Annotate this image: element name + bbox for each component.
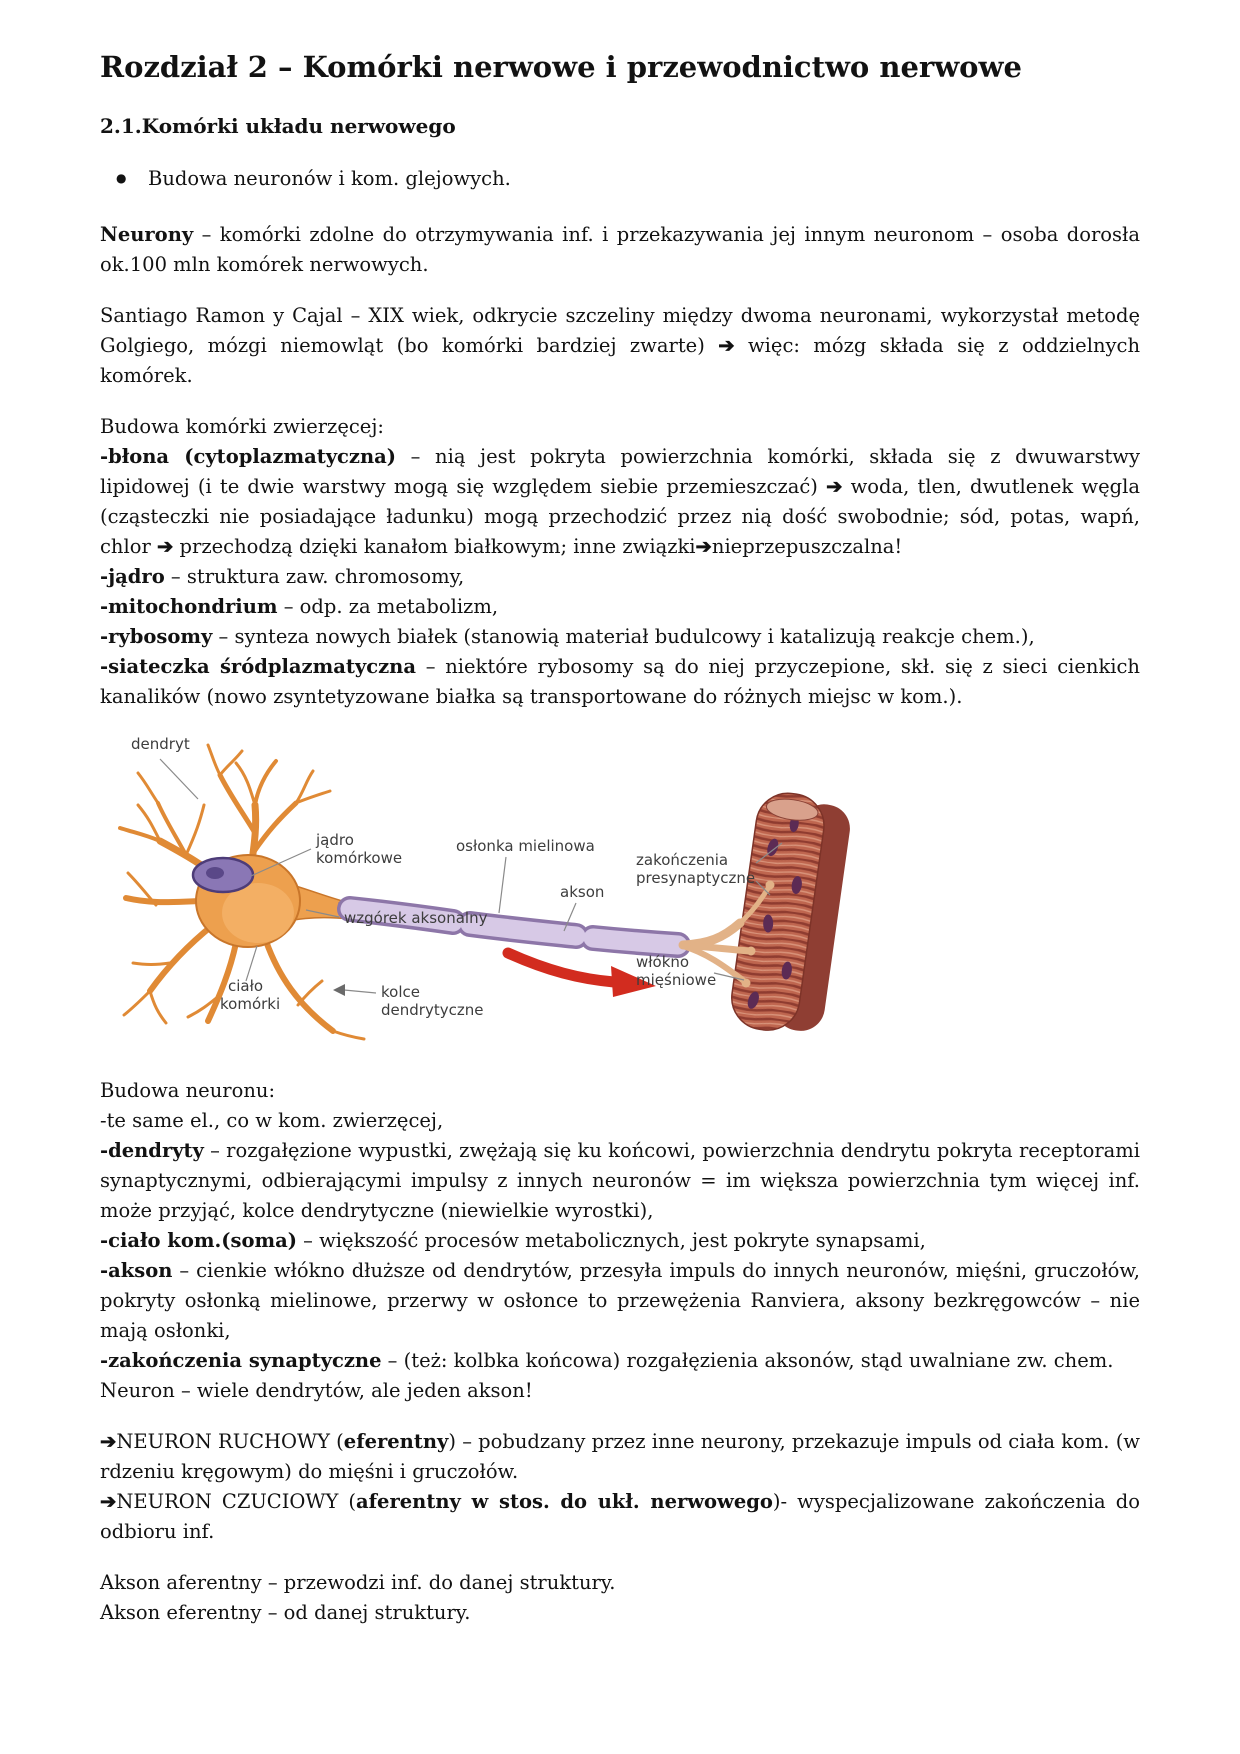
soma-pointer-line — [246, 946, 257, 981]
neuron-diagram-figure — [108, 733, 1140, 1052]
chapter-title: Rozdział 2 – Komórki nerwowe i przewodnictwo nerwowe — [100, 50, 1022, 84]
text-run: – synteza nowych białek (stanowią materiał budulcowy i katalizują reakcje chem.), — [212, 625, 1035, 648]
cell-structure-block — [100, 412, 1140, 712]
text-run: Budowa komórki zwierzęcej: — [100, 415, 384, 438]
text-run: Budowa neuronu: — [100, 1079, 276, 1102]
text-line — [100, 562, 1140, 592]
text-line — [100, 592, 1140, 622]
text-run: woda, tlen, dwutlenek węgla (cząsteczki nie posiadające ładunku) mogą przechodzić przez nią dość swobodnie; sód, potas, wapń, chlor — [100, 475, 1140, 558]
section-heading: 2.1.Komórki układu nerwowego — [100, 114, 456, 138]
label-terminals-line2: presynaptyczne — [636, 869, 756, 887]
paragraph-neurons-definition — [100, 220, 1140, 280]
label-myelin: osłonka mielinowa — [456, 837, 595, 855]
dendrite-pointer-line — [160, 759, 198, 799]
text-run: – komórki zdolne do otrzymywania inf. i przekazywania jej innym neuronom – osoba dorosła ok.100 mln komórek nerwowych. — [100, 223, 1140, 276]
text-run: więc: mózg składa się z oddzielnych komórek. — [100, 334, 1141, 387]
text-run: przechodzą dzięki kanałom białkowym; inne związki — [173, 535, 696, 558]
bullet-list — [100, 164, 1140, 194]
neuron-illustration — [108, 733, 1018, 1048]
bold-text-run: ➔ — [100, 1430, 117, 1453]
bold-text-run: ➔ — [695, 535, 712, 558]
paragraph-cajal — [100, 301, 1140, 391]
text-run: )- wyspecjalizowane zakończenia do odbioru inf. — [100, 1490, 1140, 1543]
text-line — [100, 1427, 1140, 1487]
bold-text-run: -rybosomy — [100, 625, 213, 648]
label-nucleus-line2: komórkowe — [316, 849, 403, 867]
bold-text-run: -akson — [100, 1259, 173, 1282]
text-run: – struktura zaw. chromosomy, — [164, 565, 465, 588]
text-run: – cienkie włókno dłuższe od dendrytów, przesyła impuls do innych neuronów, mięśni, gruczołów, pokryty osłonką mielinowe, przerwy w osłonce to przewężenia Ranviera, aksony bezkręgowców – nie mają osłonki, — [100, 1259, 1140, 1342]
bold-text-run: -siateczka śródplazmatyczna — [100, 655, 416, 678]
text-run: NEURON RUCHOWY ( — [116, 1430, 344, 1453]
spines-pointer-arrowhead — [333, 984, 345, 996]
text-line — [100, 1568, 1140, 1598]
neuron-structure-block — [100, 1076, 1140, 1406]
bold-text-run: -ciało kom.(soma) — [100, 1229, 297, 1252]
label-spines-line2: dendrytyczne — [381, 1001, 484, 1019]
label-dendrite: dendryt — [131, 735, 190, 753]
bold-text-run: ➔ — [156, 535, 174, 558]
bullet-item-text: Budowa neuronów i kom. glejowych. — [148, 167, 511, 190]
label-muscle-line2: mięśniowe — [636, 971, 717, 989]
text-run: NEURON CZUCIOWY ( — [116, 1490, 357, 1513]
text-line — [100, 1106, 1140, 1136]
text-line — [100, 1487, 1140, 1547]
bold-text-run: -zakończenia synaptyczne — [100, 1349, 382, 1372]
text-run: – (też: kolbka końcowa) rozgałęzienia aksonów, stąd uwalniane zw. chem. — [381, 1349, 1114, 1372]
text-run: Akson eferentny – od danej struktury. — [100, 1601, 471, 1624]
text-run: -te same el., co w kom. zwierzęcej, — [100, 1109, 444, 1132]
text-run: ) – pobudzany przez inne neurony, przekazuje impuls od ciała kom. (w rdzeniu kręgowym) do mięśni i gruczołów. — [100, 1430, 1140, 1483]
text-run: – większość procesów metabolicznych, jest pokryte synapsami, — [296, 1229, 926, 1252]
nucleolus — [206, 867, 224, 879]
bold-text-run: ➔ — [826, 475, 843, 498]
text-line — [100, 1076, 1140, 1106]
text-line — [100, 412, 1140, 442]
myelin-pointer-line — [499, 857, 506, 913]
text-line — [100, 652, 1140, 712]
bullet-item — [100, 164, 1140, 194]
text-line — [100, 622, 1140, 652]
text-line — [100, 1598, 1140, 1628]
bold-text-run: ➔ — [100, 1490, 117, 1513]
text-line — [100, 1136, 1140, 1226]
label-terminals-line1: zakończenia — [636, 851, 729, 869]
text-run: – odp. za metabolizm, — [277, 595, 499, 618]
neuron-types-block — [100, 1427, 1140, 1547]
text-run: Akson aferentny – przewodzi inf. do danej struktury. — [100, 1571, 616, 1594]
axon-direction-block — [100, 1568, 1140, 1628]
bold-text-run: ➔ — [718, 334, 735, 357]
bold-text-run: aferentny w stos. do ukł. nerwowego — [356, 1490, 773, 1513]
text-line — [100, 1346, 1140, 1376]
text-line — [100, 1226, 1140, 1256]
label-spines-line1: kolce — [381, 983, 420, 1001]
bold-text-run: -błona (cytoplazmatyczna) — [100, 445, 397, 468]
label-hillock: wzgórek aksonalny — [344, 909, 488, 927]
label-soma-line2: komórki — [220, 995, 281, 1013]
text-run: – nią jest pokryta powierzchnia komórki, składa się z dwuwarstwy lipidowej (i te dwie warstwy mogą się względem siebie przemieszczać) — [100, 445, 1140, 498]
bold-text-run: eferentny — [343, 1430, 449, 1453]
bold-text-run: -dendryty — [100, 1139, 204, 1162]
label-muscle-line1: włókno — [636, 953, 690, 971]
impulse-arrow — [508, 953, 656, 997]
text-line — [100, 1376, 1140, 1406]
spines-pointer-line — [344, 990, 376, 993]
bold-text-run: -mitochondrium — [100, 595, 278, 618]
bold-text-run: Neurony — [100, 223, 194, 246]
text-line — [100, 1256, 1140, 1346]
bullet-icon: ● — [116, 171, 127, 185]
text-run: Santiago Ramon y Cajal – XIX wiek, odkrycie szczeliny między dwoma neuronami, wykorzystał metodę Golgiego, mózgi niemowląt (bo komórki bardziej zwarte) — [100, 304, 1140, 357]
text-line — [100, 442, 1140, 562]
text-run: – rozgałęzione wypustki, zwężają się ku końcowi, powierzchnia dendrytu pokryta receptorami synaptycznymi, odbierającymi impulsy z innych neuronów = im większa powierzchnia tym więcej inf. może przyjąć, kolce dendrytyczne (niewielkie wyrostki), — [100, 1139, 1140, 1222]
text-run: Neuron – wiele dendrytów, ale jeden akson! — [100, 1379, 533, 1402]
bold-text-run: -jądro — [100, 565, 165, 588]
label-axon: akson — [560, 883, 605, 901]
label-soma-line1: ciało — [228, 977, 264, 995]
text-run: nieprzepuszczalna! — [711, 535, 903, 558]
text-run: – niektóre rybosomy są do niej przyczepione, skł. się z sieci cienkich kanalików (nowo zsyntetyzowane białka są transportowane do różnych miejsc w kom.). — [100, 655, 1140, 708]
label-nucleus-line1: jądro — [316, 831, 354, 849]
